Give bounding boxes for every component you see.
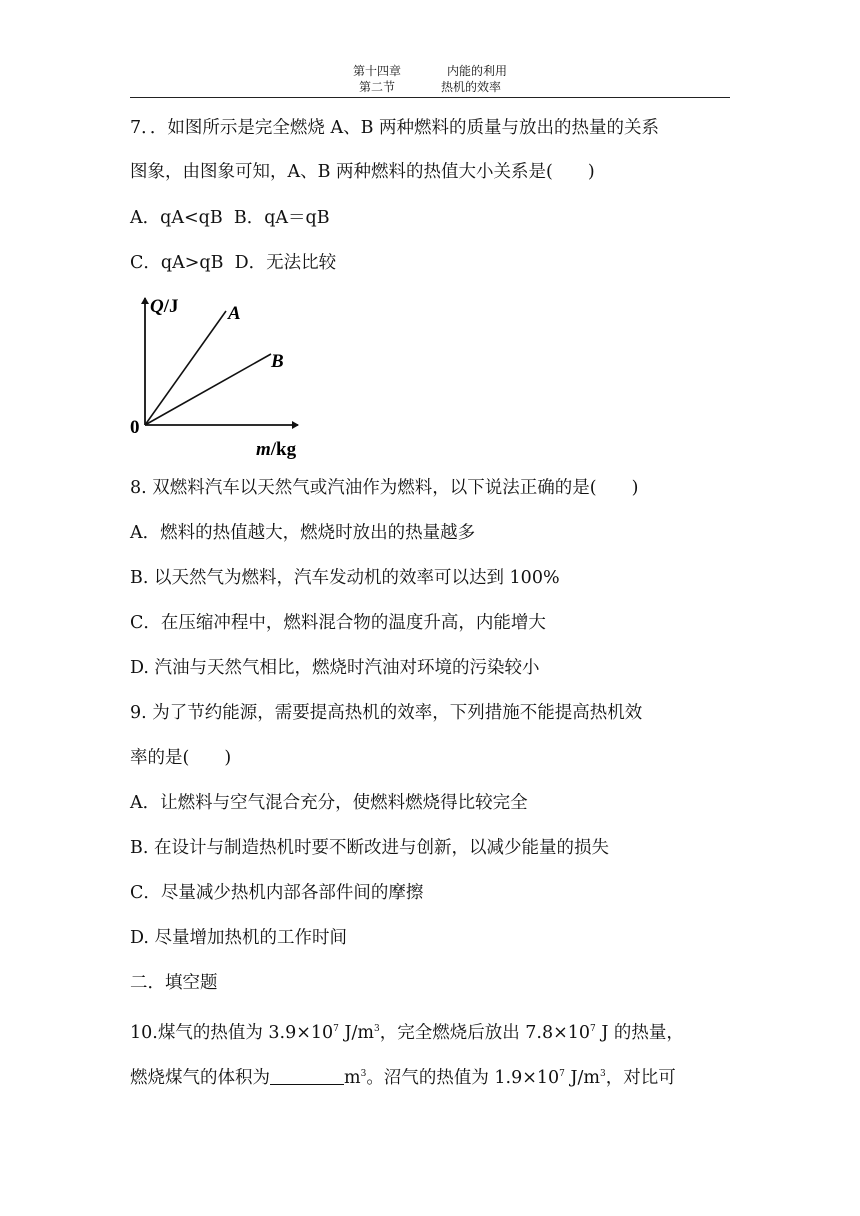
header-section-row bbox=[130, 79, 730, 95]
q7-option-c: C．qA>qB bbox=[130, 253, 224, 273]
chapter-title: 内能的利用 bbox=[447, 64, 508, 78]
q10-line2: 燃烧煤气的体积为 $m^3$。沼气的热值为 $1.9\times 10^7$ $J/m^3$，对比可 bbox=[130, 1068, 676, 1088]
section-number: 第二节 bbox=[358, 80, 395, 94]
section-title: 热机的效率 bbox=[441, 80, 502, 94]
q8-option-a: A．燃料的热值越大，燃烧时放出的热量越多 bbox=[130, 523, 476, 543]
line-a bbox=[145, 311, 226, 425]
q7-option-b: B．qA＝qB bbox=[233, 208, 330, 228]
origin-label: 0 bbox=[130, 417, 140, 438]
q8-option-d: D. 汽油与天然气相比，燃烧时汽油对环境的污染较小 bbox=[130, 658, 540, 678]
q7-options-ab bbox=[130, 206, 330, 230]
q7-option-a: A．qA<qB bbox=[130, 208, 223, 228]
y-axis-label: Q/J bbox=[150, 296, 179, 317]
q8-option-b: B. 以天然气为燃料，汽车发动机的效率可以达到 100% bbox=[130, 568, 560, 588]
page-header bbox=[130, 63, 730, 95]
q9-option-d: D. 尽量增加热机的工作时间 bbox=[130, 928, 348, 948]
q8-option-c: C．在压缩冲程中，燃料混合物的温度升高，内能增大 bbox=[130, 613, 546, 633]
section-fill-blank-heading: 二．填空题 bbox=[130, 973, 218, 993]
q7-graph bbox=[128, 292, 308, 462]
q9-option-a: A．让燃料与空气混合充分，使燃料燃烧得比较完全 bbox=[130, 793, 528, 813]
q9-stem-line1: 9. 为了节约能源，需要提高热机的效率，下列措施不能提高热机效 bbox=[130, 703, 643, 723]
line-b bbox=[145, 354, 271, 425]
x-axis-label: m/kg bbox=[256, 439, 297, 460]
q8-stem: 8. 双燃料汽车以天然气或汽油作为燃料，以下说法正确的是( ) bbox=[130, 478, 639, 498]
q9-option-b: B. 在设计与制造热机时要不断改进与创新，以减少能量的损失 bbox=[130, 838, 609, 858]
chapter-number: 第十四章 bbox=[352, 64, 401, 78]
line-a-label: A bbox=[228, 303, 241, 324]
q7-stem-line1: 7．．如图所示是完全燃烧 A、B 两种燃料的质量与放出的热量的关系 bbox=[130, 118, 660, 138]
q7-stem-line2: 图象，由图象可知，A、B 两种燃料的热值大小关系是( ) bbox=[130, 162, 595, 182]
q7-options-cd bbox=[130, 251, 336, 275]
q10-line1: 10.煤气的热值为 $3.9\times 10^7$ $J/m^3$，完全燃烧后放出 $7.8\times 10^7$ J 的热量， bbox=[130, 1023, 684, 1043]
q9-stem-line2: 率的是( ) bbox=[130, 748, 232, 768]
q10-answer-blank[interactable] bbox=[270, 1066, 344, 1085]
q9-option-c: C．尽量减少热机内部各部件间的摩擦 bbox=[130, 883, 424, 903]
q7-graph-svg bbox=[128, 292, 308, 462]
line-b-label: B bbox=[271, 351, 284, 372]
q7-option-d: D．无法比较 bbox=[234, 253, 337, 273]
header-chapter-row bbox=[130, 63, 730, 79]
header-divider bbox=[130, 97, 730, 98]
